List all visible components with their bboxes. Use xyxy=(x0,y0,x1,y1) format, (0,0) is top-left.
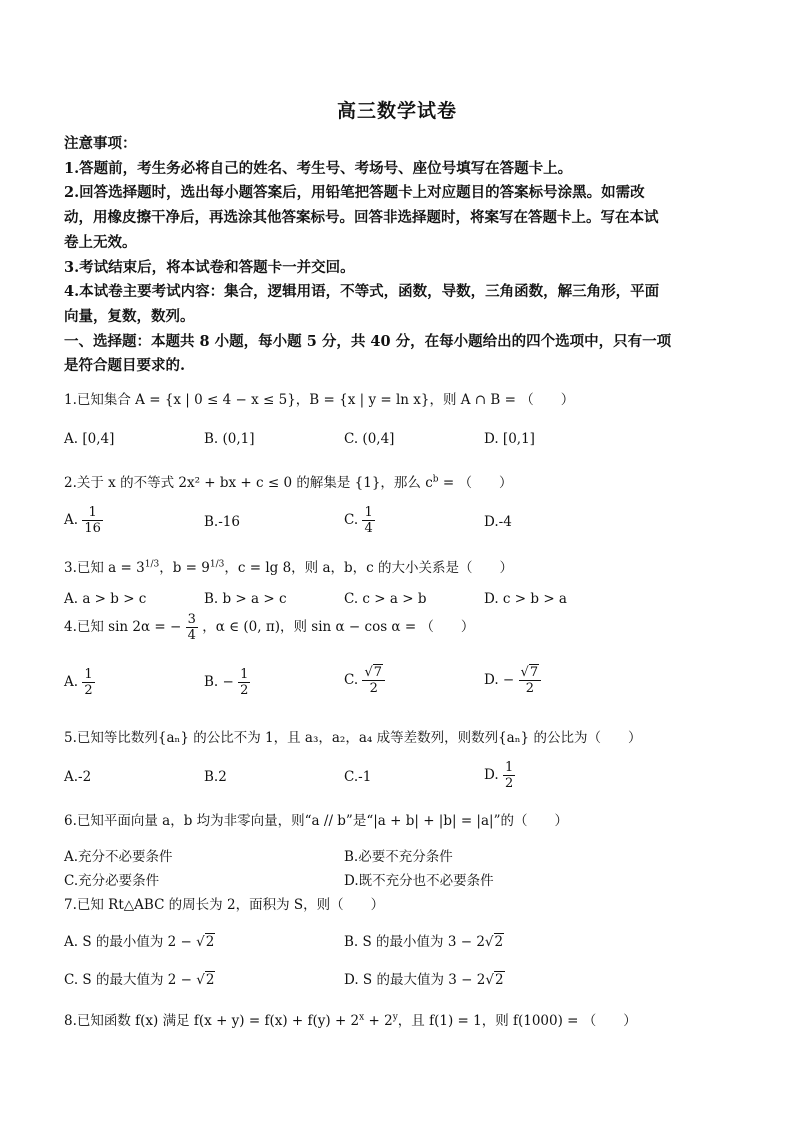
notice-item: 向量，复数，数列。 xyxy=(64,307,195,325)
q1-option-b: B. (0,1] xyxy=(204,431,255,447)
q7-option-b-radicand: 2 xyxy=(494,934,504,950)
q3-stem-c: ，c = lg 8，则 a，b，c 的大小关系是（ ） xyxy=(224,560,514,576)
q7-option-b-text: B. S 的最小值为 3 − 2 xyxy=(344,934,485,950)
q4-option-c-label: C. xyxy=(344,672,359,688)
section-heading-cont: 是符合题目要求的. xyxy=(64,357,186,375)
sqrt-icon: √ xyxy=(196,972,205,988)
q2-option-d: D.-4 xyxy=(484,514,512,530)
q3-option-c: C. c > a > b xyxy=(344,591,427,607)
notice-item: 卷上无效。 xyxy=(64,233,137,251)
q4-option-b-numerator: 1 xyxy=(240,667,249,682)
q4-option-b-denominator: 2 xyxy=(240,683,249,698)
q5-option-d-denominator: 2 xyxy=(504,776,514,791)
q1-option-a: A. [0,4] xyxy=(64,431,115,447)
q2-exponent: b xyxy=(432,474,439,485)
q4-option-d-denominator: 2 xyxy=(525,681,534,696)
page-title: 高三数学试卷 xyxy=(336,100,457,122)
q5-option-d-numerator: 1 xyxy=(504,760,514,775)
question-7-stem: 7.已知 Rt△ABC 的周长为 2，面积为 S，则（ ） xyxy=(64,897,385,913)
q4-option-c-denominator: 2 xyxy=(369,681,378,696)
q3-option-d: D. c > b > a xyxy=(484,591,567,607)
q4-stem-a: 4.已知 sin 2α = − xyxy=(64,619,182,635)
q8-exponent-y: y xyxy=(392,1012,398,1023)
q3-option-a: A. a > b > c xyxy=(64,591,147,607)
q2-option-c-denominator: 4 xyxy=(364,521,373,536)
q4-option-a xyxy=(64,667,95,698)
q4-stem-denominator: 4 xyxy=(187,628,196,643)
question-1-stem: 1.已知集合 A = {x | 0 ≤ 4 − x ≤ 5}，B = {x | y = ln x}，则 A ∩ B = （ ） xyxy=(64,392,575,408)
q6-option-b: B.必要不充分条件 xyxy=(344,849,453,865)
q7-option-d-radicand: 2 xyxy=(494,972,504,988)
q3-option-b: B. b > a > c xyxy=(204,591,287,607)
q7-option-a xyxy=(64,930,215,950)
q5-option-d-label: D. xyxy=(484,767,499,783)
question-6-stem: 6.已知平面向量 a，b 均为非零向量，则“a // b”是“|a + b| + |b| = |a|”的（ ） xyxy=(64,813,568,829)
q8-exponent-x: x xyxy=(359,1012,365,1023)
q2-stem-end: = （ ） xyxy=(438,475,513,491)
q4-stem-b: ，α ∈ (0, π)，则 sin α − cos α = （ ） xyxy=(202,619,475,635)
q3-exponent-a: 1/3 xyxy=(144,559,160,570)
q2-option-a-denominator: 16 xyxy=(84,521,101,536)
notice-block xyxy=(64,132,734,379)
q2-option-c-label: C. xyxy=(344,512,359,528)
q1-option-d: D. [0,1] xyxy=(484,431,535,447)
q8-stem-c: ，且 f(1) = 1，则 f(1000) = （ ） xyxy=(397,1013,637,1029)
q4-option-c-radicand: 7 xyxy=(373,665,383,680)
q7-option-c-text: C. S 的最大值为 2 − xyxy=(64,972,197,988)
question-2-stem xyxy=(64,471,512,491)
notice-item: 4.本试卷主要考试内容：集合，逻辑用语，不等式，函数，导数，三角函数，解三角形，平面 xyxy=(64,283,660,301)
q2-option-b: B.-16 xyxy=(204,514,240,530)
notice-item: 动，用橡皮擦干净后，再选涂其他答案标号。回答非选择题时，将案写在答题卡上。写在本试 xyxy=(64,209,659,227)
sqrt-icon: √ xyxy=(196,934,205,950)
notice-heading: 注意事项： xyxy=(64,135,137,152)
q4-option-a-label: A. xyxy=(64,674,79,690)
q7-option-a-text: A. S 的最小值为 2 − xyxy=(64,934,197,950)
sqrt-icon: √ xyxy=(520,665,529,680)
q7-option-c-radicand: 2 xyxy=(205,972,215,988)
q4-option-a-numerator: 1 xyxy=(84,667,93,682)
q4-option-d-radicand: 7 xyxy=(529,665,539,680)
sqrt-icon: √ xyxy=(485,972,494,988)
notice-item: 2.回答选择题时，选出每小题答案后，用铅笔把答题卡上对应题目的答案标号涂黑。如需改 xyxy=(64,184,645,202)
question-3-stem xyxy=(64,556,513,576)
q2-stem-text: 2.关于 x 的不等式 2x² + bx + c ≤ 0 的解集是 {1}，那么 c xyxy=(64,475,433,491)
notice-item: 1.答题前，考生务必将自己的姓名、考生号、考场号、座位号填写在答题卡上。 xyxy=(64,159,573,177)
q7-option-b xyxy=(344,930,504,950)
q2-option-c-numerator: 1 xyxy=(364,505,373,520)
q2-option-a-label: A. xyxy=(64,512,79,528)
q4-option-d xyxy=(484,665,541,696)
q5-option-b: B.2 xyxy=(204,769,227,785)
q1-option-c: C. (0,4] xyxy=(344,431,395,447)
q6-option-c: C.充分必要条件 xyxy=(64,873,160,889)
notice-item: 3.考试结束后，将本试卷和答题卡一并交回。 xyxy=(64,258,355,276)
q5-option-d xyxy=(484,760,515,791)
q7-option-c xyxy=(64,968,215,988)
section-heading: 一、选择题：本题共 8 小题，每小题 5 分，共 40 分，在每小题给出的四个选项中，只有一项 xyxy=(64,332,672,350)
q4-stem-numerator: 3 xyxy=(187,612,196,627)
question-5-stem: 5.已知等比数列{aₙ} 的公比不为 1，且 a₃，a₂，a₄ 成等差数列，则数列{aₙ} 的公比为（ ） xyxy=(64,730,642,746)
question-8-stem xyxy=(64,1009,637,1029)
q4-option-b xyxy=(204,667,250,698)
sqrt-icon: √ xyxy=(484,934,494,950)
q4-option-c xyxy=(344,665,385,696)
q4-option-d-label: D. − xyxy=(484,672,515,688)
q6-option-d: D.既不充分也不必要条件 xyxy=(344,873,494,889)
question-4-stem xyxy=(64,612,474,643)
q2-option-a-numerator: 1 xyxy=(82,505,103,521)
q3-exponent-b: 1/3 xyxy=(209,559,225,570)
q3-stem-b: ，b = 9 xyxy=(159,560,210,576)
q2-option-c xyxy=(344,505,375,536)
q4-option-b-label: B. − xyxy=(204,674,234,690)
q7-option-d-text: D. S 的最大值为 3 − 2 xyxy=(344,972,486,988)
q8-stem-b: + 2 xyxy=(364,1013,393,1029)
q8-stem-a: 8.已知函数 f(x) 满足 f(x + y) = f(x) + f(y) + 2 xyxy=(64,1013,360,1029)
q6-option-a: A.充分不必要条件 xyxy=(64,849,173,865)
sqrt-icon: √ xyxy=(364,665,373,680)
q2-option-a xyxy=(64,505,103,536)
q5-option-a: A.-2 xyxy=(64,769,92,785)
q7-option-d xyxy=(344,968,505,988)
q3-stem-a: 3.已知 a = 3 xyxy=(64,560,145,576)
q5-option-c: C.-1 xyxy=(344,769,372,785)
q7-option-a-radicand: 2 xyxy=(205,934,215,950)
q4-option-a-denominator: 2 xyxy=(84,683,93,698)
